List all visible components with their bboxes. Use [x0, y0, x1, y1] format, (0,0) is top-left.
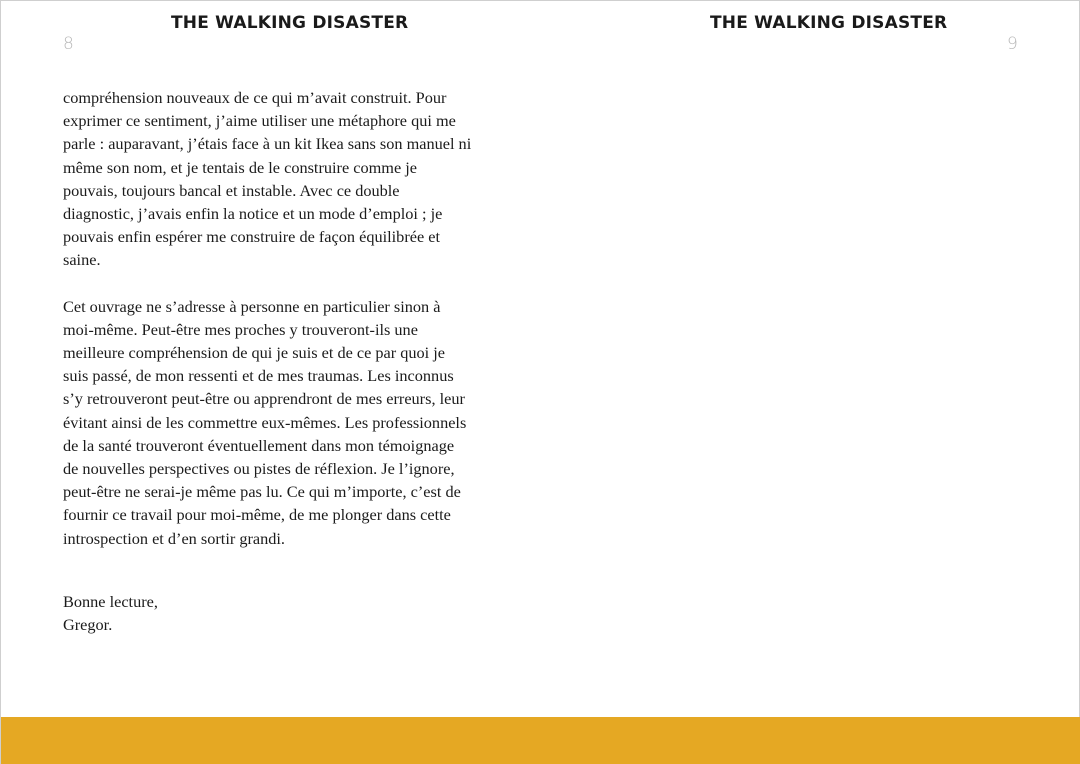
accent-footer-band	[1, 717, 1080, 764]
body-text	[63, 86, 483, 636]
paragraph-1: compréhension nouveaux de ce qui m’avait construit. Pour exprimer ce sentiment, j’aime utiliser une métaphore qui me parle : auparavant, j’étais face à un kit Ikea sans son manuel ni même son nom, et je tentais de le construire comme je pouvais, toujours bancal et instable. Avec ce double diagnostic, j’avais enfin la notice et un mode d’emploi ; je pouvais enfin espérer me construire de façon équilibrée et saine.	[63, 88, 472, 270]
left-page	[1, 1, 541, 717]
page-number-left: 8	[63, 34, 74, 54]
right-page	[541, 1, 1080, 717]
running-title-right: THE WALKING DISASTER	[710, 13, 948, 33]
signoff: Bonne lecture, Gregor.	[63, 591, 158, 635]
running-title-left: THE WALKING DISASTER	[171, 13, 409, 33]
paragraph-2: Cet ouvrage ne s’adresse à personne en particulier sinon à moi-même. Peut-être mes proches y trouveront-ils une meilleure compréhension de qui je suis et de ce par quoi je suis passé, de mon ressenti et de mes traumas. Les inconnus s’y retrouveront peut-être ou apprendront de mes erreurs, leur évitant ainsi de les commettre eux-mêmes. Les professionnels de la santé trouveront éventuellement dans mon témoignage de nouvelles perspectives ou pistes de réflexion. Je l’ignore, peut-être ne serai-je même pas lu. Ce qui m’importe, c’est de fournir ce travail pour moi-même, de me plonger dans cette introspection et d’en sortir grandi.	[63, 296, 467, 548]
page-number-right: 9	[1007, 34, 1018, 54]
